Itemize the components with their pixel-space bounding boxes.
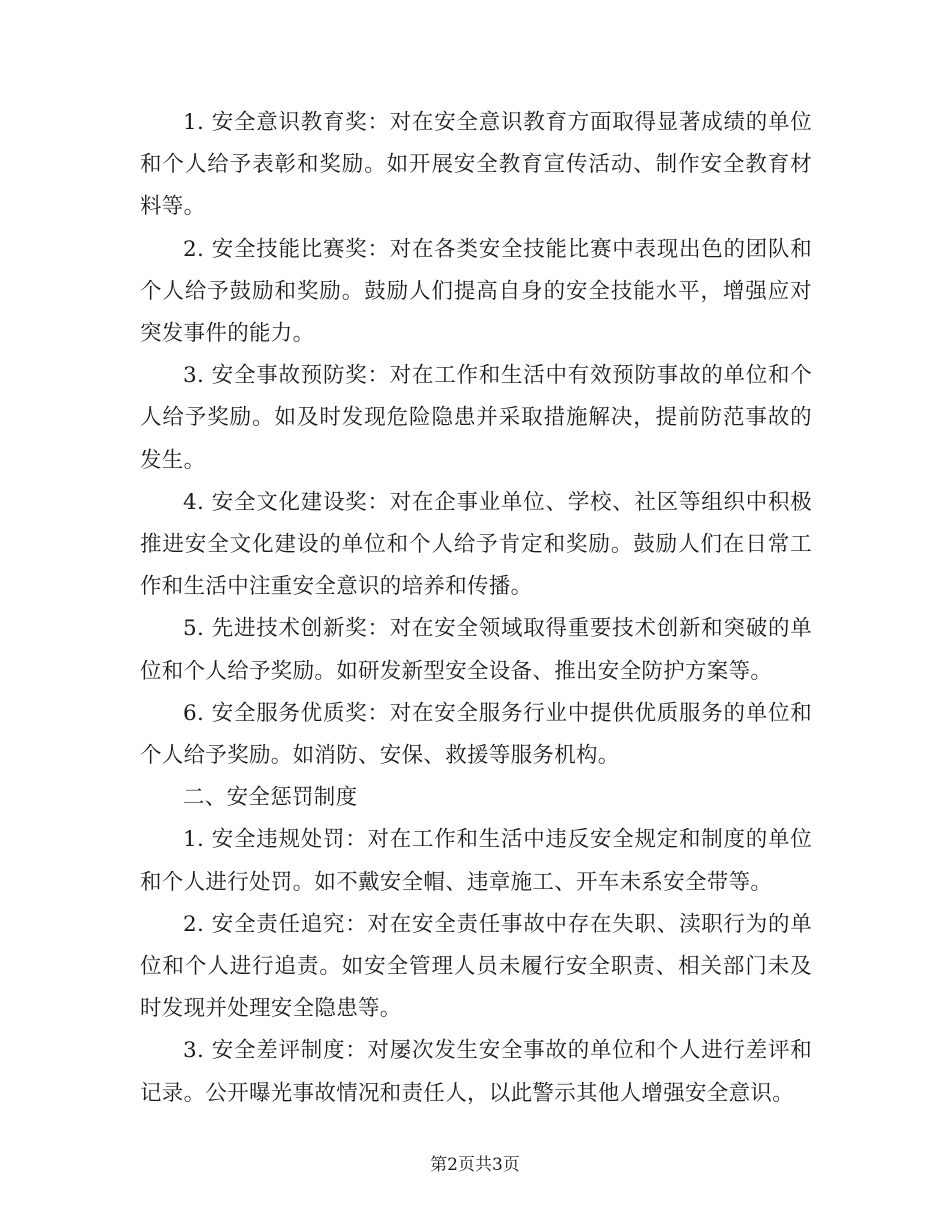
paragraph-award-accident-prevention: 3. 安全事故预防奖：对在工作和生活中有效预防事故的单位和个人给予奖励。如及时发现危险隐患并采取措施解决，提前防范事故的发生。 bbox=[140, 363, 812, 473]
section-heading-penalty-system: 二、安全惩罚制度 bbox=[183, 785, 358, 811]
page-number-footer: 第2页共3页 bbox=[430, 1155, 520, 1175]
paragraph-award-safety-culture: 4. 安全文化建设奖：对在企事业单位、学校、社区等组织中积极推进安全文化建设的单位和个人给予肯定和奖励。鼓励人们在日常工作和生活中注重安全意识的培养和传播。 bbox=[140, 489, 812, 600]
paragraph-award-quality-service: 6. 安全服务优质奖：对在安全服务行业中提供优质服务的单位和个人给予奖励。如消防、安保、救援等服务机构。 bbox=[140, 700, 812, 769]
paragraph-award-safety-education: 1. 安全意识教育奖：对在安全意识教育方面取得显著成绩的单位和个人给予表彰和奖励。如开展安全教育宣传活动、制作安全教育材料等。 bbox=[140, 110, 812, 220]
paragraph-penalty-accountability: 2. 安全责任追究：对在安全责任事故中存在失职、渎职行为的单位和个人进行追责。如安全管理人员未履行安全职责、相关部门未及时发现并处理安全隐患等。 bbox=[140, 911, 812, 1022]
paragraph-award-skills-competition: 2. 安全技能比赛奖：对在各类安全技能比赛中表现出色的团队和个人给予鼓励和奖励。鼓励人们提高自身的安全技能水平，增强应对突发事件的能力。 bbox=[140, 236, 812, 347]
paragraph-penalty-violation: 1. 安全违规处罚：对在工作和生活中违反安全规定和制度的单位和个人进行处罚。如不戴安全帽、违章施工、开车未系安全带等。 bbox=[140, 827, 812, 895]
document-body bbox=[140, 102, 812, 1115]
paragraph-award-tech-innovation: 5. 先进技术创新奖：对在安全领域取得重要技术创新和突破的单位和个人给予奖励。如研发新型安全设备、推出安全防护方案等。 bbox=[140, 616, 812, 684]
paragraph-penalty-negative-rating: 3. 安全差评制度：对屡次发生安全事故的单位和个人进行差评和记录。公开曝光事故情况和责任人，以此警示其他人增强安全意识。 bbox=[140, 1038, 812, 1106]
